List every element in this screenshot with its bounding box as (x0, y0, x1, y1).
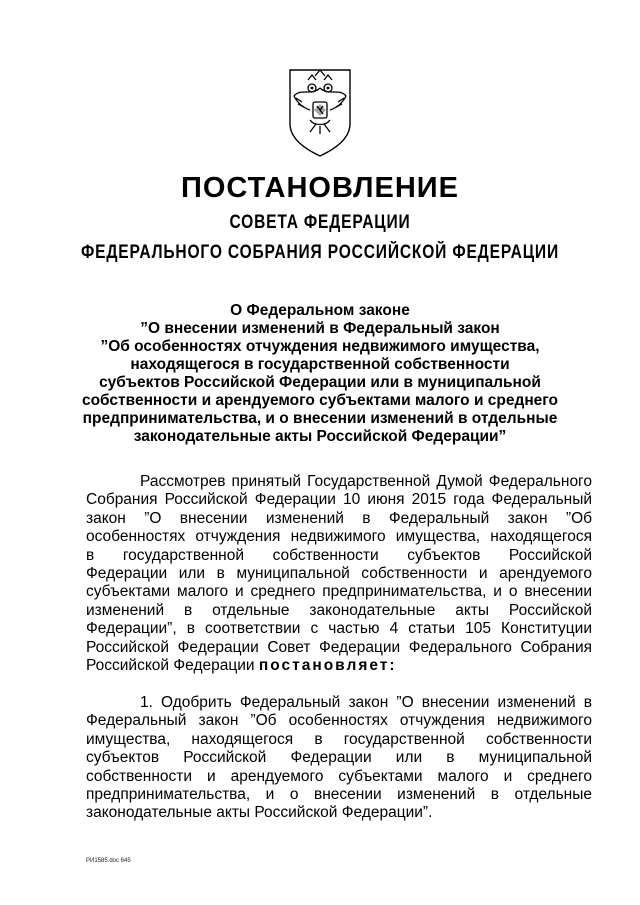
preamble-paragraph (86, 473, 592, 675)
paragraph-line: предпринимательства, и о внесении изменений в отдельные (86, 785, 592, 803)
paragraph-line: Российской Федерации Совет Федерации Федерального Собрания (86, 638, 592, 656)
paragraph-line: изменений в отдельные законодательные акты Российской (86, 601, 592, 619)
paragraph-line (86, 657, 592, 675)
paragraph-line: особенностях отчуждения недвижимого имущества, находящегося (86, 528, 592, 546)
paragraph-line: Рассмотрев принятый Государственной Думой Федерального (140, 473, 592, 490)
resolves-keyword: постановляет: (258, 656, 397, 674)
paragraph-text: Российской Федерации (86, 656, 255, 674)
paragraph-line: законодательные акты Российской Федерации”. (86, 804, 433, 822)
paragraph-line: субъектов Российской Федерации или в муниципальной (86, 749, 592, 767)
paragraph-line: имущества, находящегося в государственной собственности (86, 730, 592, 748)
paragraph-line: закон ”О внесении изменений в Федеральный закон ”Об (86, 509, 592, 527)
subject-line: ”Об особенностях отчуждения недвижимого имущества, (100, 338, 540, 355)
paragraph-line: собственности и арендуемого субъектами малого и среднего (86, 767, 592, 785)
subject-line: ”О внесении изменений в Федеральный закон (140, 320, 500, 337)
file-reference: РИ1585.doc 645 (86, 858, 131, 864)
subject-line: субъектов Российской Федерации или в муниципальной (99, 374, 541, 391)
subject-line: собственности и арендуемого субъектами малого и среднего (81, 392, 559, 409)
paragraph-line: Федерации или в муниципальной собственности и арендуемого (86, 564, 592, 582)
paragraph-line: в государственной собственности субъектов Российской (86, 546, 592, 564)
paragraph-line: 1. Одобрить Федеральный закон ”О внесении изменений в (140, 694, 592, 711)
issuer-line-1: СОВЕТА ФЕДЕРАЦИИ (229, 212, 411, 233)
subject-line: предпринимательства, и о внесении изменений в отдельные (82, 410, 558, 427)
document-type-title: ПОСТАНОВЛЕНИЕ (181, 172, 459, 204)
resolution-subject (60, 302, 580, 446)
subject-line: находящегося в государственной собственности (130, 356, 510, 373)
subject-line: О Федеральном законе (230, 302, 410, 319)
paragraph-line: Федерации”, в соответствии с частью 4 статьи 105 Конституции (86, 620, 592, 638)
paragraph-line: Федеральный закон ”Об особенностях отчуждения недвижимого (86, 712, 592, 730)
coat-of-arms-emblem-icon (286, 66, 354, 158)
subject-line: законодательные акты Российской Федерации” (133, 428, 507, 445)
resolution-item-1 (86, 694, 592, 823)
paragraph-line: субъектами малого и среднего предпринимательства, и о внесении (86, 583, 592, 601)
issuer-line-2: ФЕДЕРАЛЬНОГО СОБРАНИЯ РОССИЙСКОЙ ФЕДЕРАЦИИ (81, 242, 559, 263)
paragraph-line: Собрания Российской Федерации 10 июня 2015 года Федеральный (86, 491, 592, 509)
